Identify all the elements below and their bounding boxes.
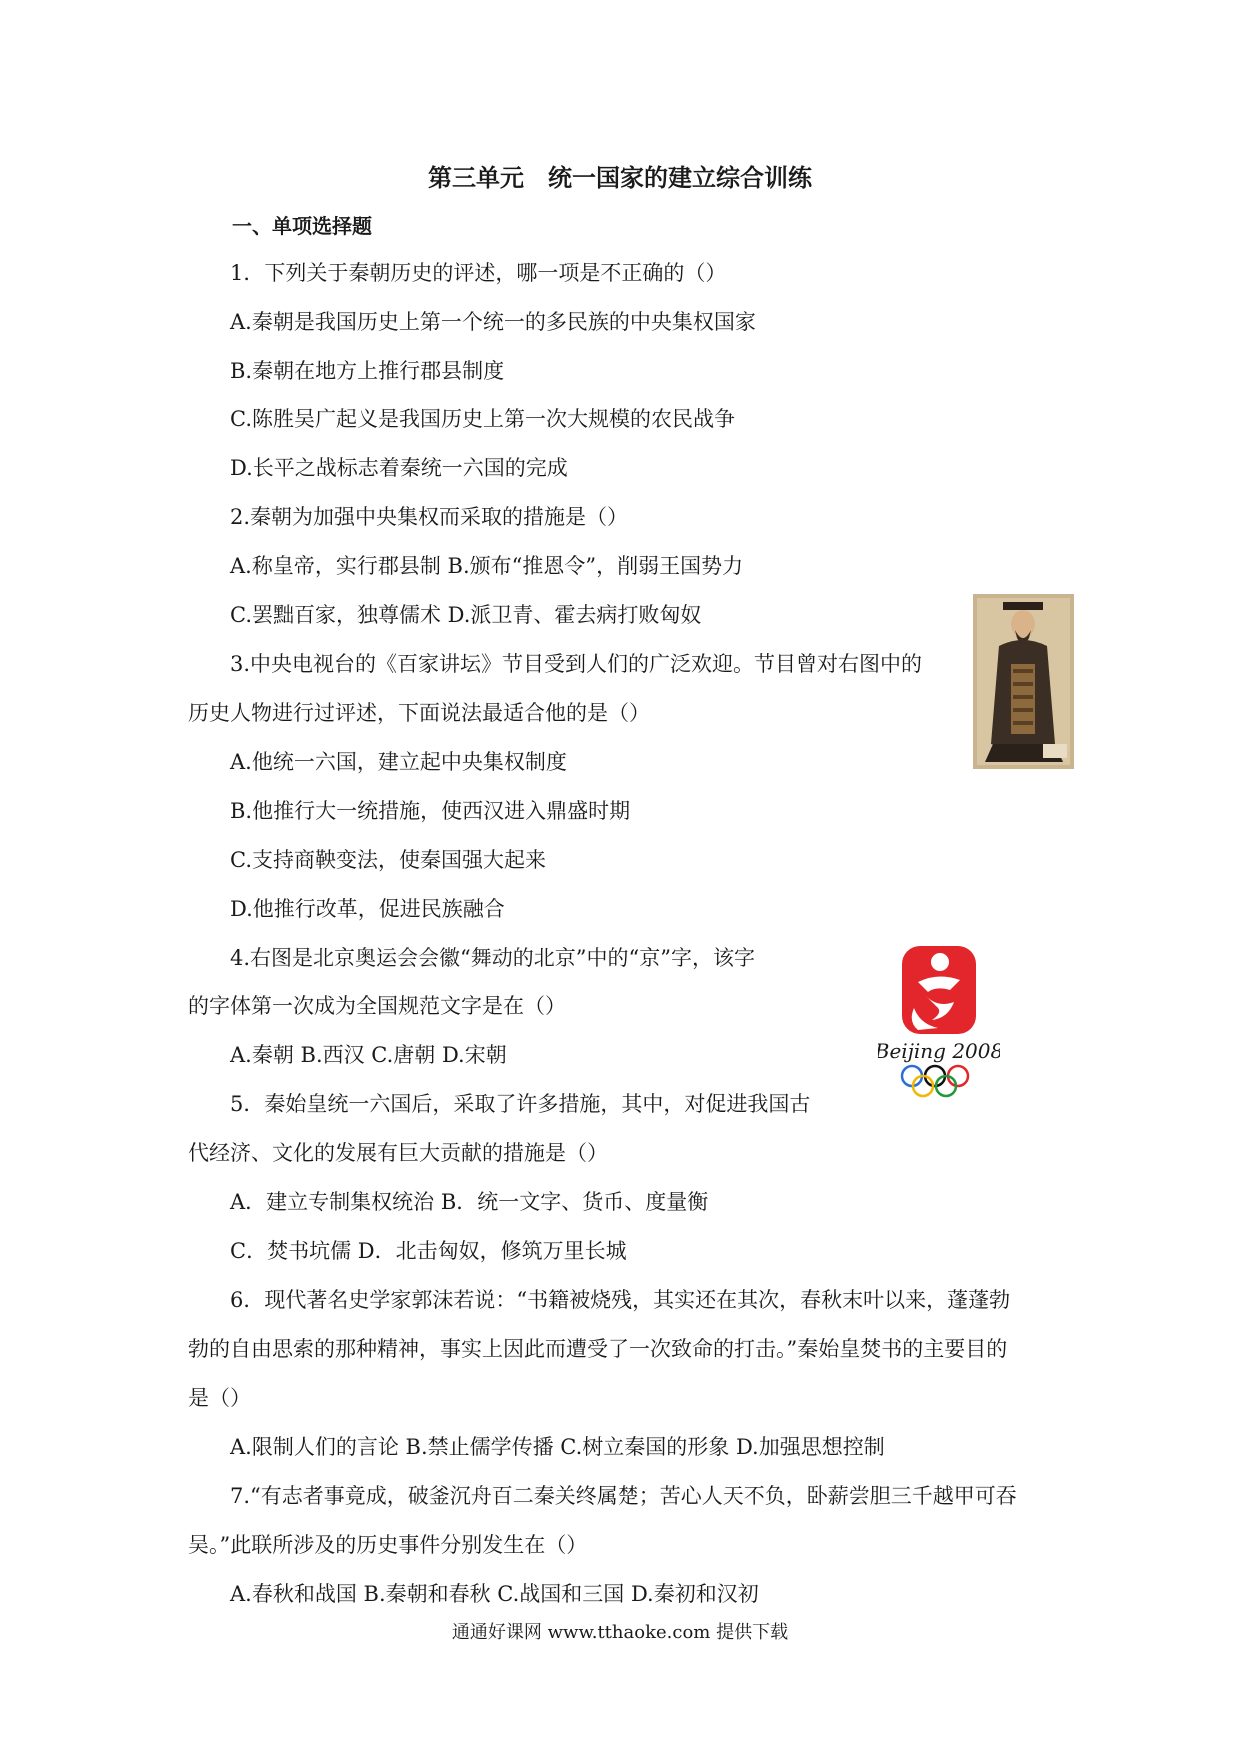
question-6-cont: 勃的自由思索的那种精神，事实上因此而遭受了一次致命的打击。”秦始皇焚书的主要目的 (188, 1337, 1008, 1361)
option-2cd: C.罢黜百家，独尊儒术 D.派卫青、霍去病打败匈奴 (230, 603, 702, 627)
option-3b: B.他推行大一统措施，使西汉进入鼎盛时期 (230, 799, 631, 823)
question-6-cont2: 是（） (188, 1386, 251, 1410)
question-5: 5．秦始皇统一六国后，采取了许多措施，其中，对促进我国古 (230, 1092, 811, 1116)
page-footer: 通通好课网 www.tthaoke.com 提供下载 (451, 1622, 789, 1643)
question-7-cont: 吴。”此联所涉及的历史事件分别发生在（） (188, 1533, 588, 1557)
option-2ab: A.称皇帝，实行郡县制 B.颁布“推恩令”，削弱王国势力 (230, 554, 744, 578)
logo-text: Beijing 2008 (878, 1039, 1000, 1063)
option-5cd: C．焚书坑儒 D．北击匈奴，修筑万里长城 (230, 1239, 627, 1263)
question-5-cont: 代经济、文化的发展有巨大贡献的措施是（） (188, 1141, 608, 1165)
options-4: A.秦朝 B.西汉 C.唐朝 D.宋朝 (230, 1043, 507, 1067)
option-3c: C.支持商鞅变法，使秦国强大起来 (230, 848, 546, 872)
option-1d: D.长平之战标志着秦统一六国的完成 (230, 456, 568, 480)
option-1a: A.秦朝是我国历史上第一个统一的多民族的中央集权国家 (230, 310, 756, 334)
question-3: 3.中央电视台的《百家讲坛》节目受到人们的广泛欢迎。节目曾对右图中的 (230, 652, 923, 676)
option-5ab: A．建立专制集权统治 B．统一文字、货币、度量衡 (230, 1190, 709, 1214)
question-1: 1．下列关于秦朝历史的评述，哪一项是不正确的（） (230, 261, 727, 285)
options-6: A.限制人们的言论 B.禁止儒学传播 C.树立秦国的形象 D.加强思想控制 (230, 1435, 885, 1459)
option-3d: D.他推行改革，促进民族融合 (230, 897, 505, 921)
question-2: 2.秦朝为加强中央集权而采取的措施是（） (230, 505, 629, 529)
page-title: 第三单元 统一国家的建立综合训练 (428, 164, 812, 192)
option-3a: A.他统一六国，建立起中央集权制度 (230, 750, 567, 774)
question-3-cont: 历史人物进行过评述，下面说法最适合他的是（） (188, 701, 650, 725)
options-7: A.春秋和战国 B.秦朝和春秋 C.战国和三国 D.秦初和汉初 (230, 1582, 759, 1606)
question-4: 4.右图是北京奥运会会徽“舞动的北京”中的“京”字，该字 (230, 946, 755, 970)
question-4-cont: 的字体第一次成为全国规范文字是在（） (188, 994, 566, 1018)
section-heading: 一、单项选择题 (232, 214, 372, 238)
emperor-portrait-image (973, 594, 1074, 769)
option-1b: B.秦朝在地方上推行郡县制度 (230, 359, 505, 383)
question-6: 6．现代著名史学家郭沫若说：“书籍被烧残，其实还在其次，春秋末叶以来，蓬蓬勃 (230, 1288, 1011, 1312)
option-1c: C.陈胜吴广起义是我国历史上第一次大规模的农民战争 (230, 407, 735, 431)
beijing-2008-logo (878, 946, 1000, 1106)
question-7: 7.“有志者事竟成，破釜沉舟百二秦关终属楚；苦心人天不负，卧薪尝胆三千越甲可吞 (230, 1484, 1017, 1508)
